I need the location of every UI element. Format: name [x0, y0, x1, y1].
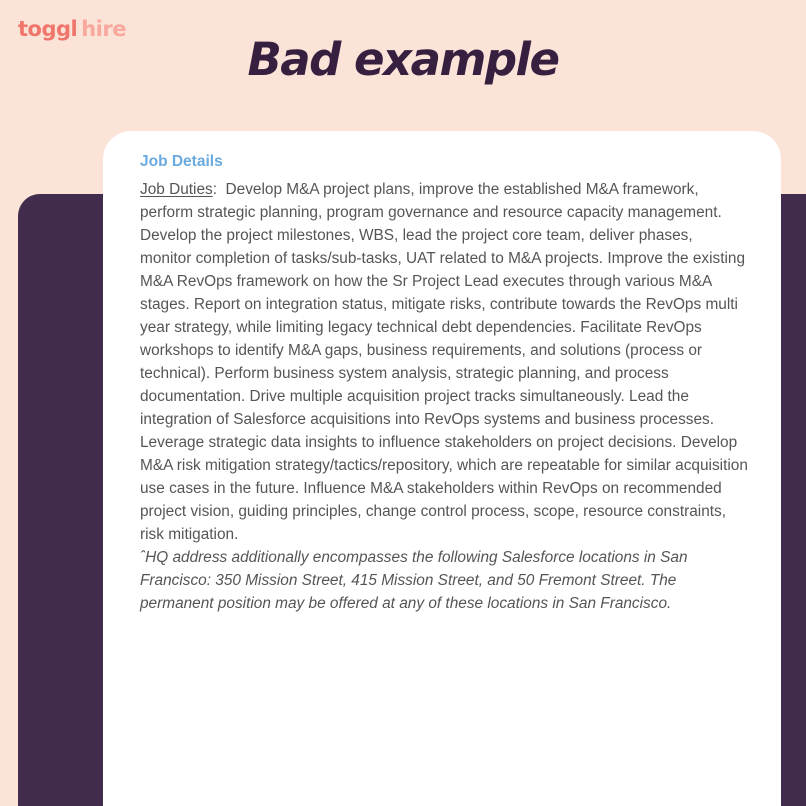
logo-toggl-text: toggl	[18, 17, 78, 41]
job-duties-paragraph	[140, 178, 753, 546]
page-title: Bad example	[247, 33, 559, 86]
job-duties-separator: :	[212, 181, 226, 198]
hq-address-disclaimer: ˆHQ address additionally encompasses the following Salesforce locations in San Francisco: 350 Mission Street, 415 Mission Street, and 50 Fremont Street. The permanent position may be offered at any of these locations in San Francisco.	[140, 549, 688, 612]
job-duties-text: Develop M&A project plans, improve the established M&A framework, perform strategic planning, program governance and resource capacity management. Develop the project milestones, WBS, lead the project core team, deliver phases, monitor completion of tasks/sub-tasks, UAT related to M&A projects. Improve the existing M&A RevOps framework on how the Sr Project Lead executes through various M&A stages. Report on integration status, mitigate risks, contribute towards the RevOps multi year strategy, while limiting legacy technical debt dependencies. Facilitate RevOps workshops to identify M&A gaps, business requirements, and solutions (process or technical). Perform business system analysis, strategic planning, and process documentation. Drive multiple acquisition project tracks simultaneously. Lead the integration of Salesforce acquisitions into RevOps systems and business processes. Leverage strategic data insights to influence stakeholders on project decisions. Develop M&A risk mitigation strategy/tactics/repository, which are repeatable for similar acquisition use cases in the future. Influence M&A stakeholders within RevOps on recommended project vision, guiding principles, change control process, scope, resource constraints, risk mitigation.	[140, 181, 753, 543]
job-duties-label: Job Duties	[140, 181, 213, 198]
job-details-card	[103, 131, 781, 806]
logo-hire-text: hire	[81, 17, 126, 41]
job-details-heading: Job Details	[140, 153, 223, 170]
